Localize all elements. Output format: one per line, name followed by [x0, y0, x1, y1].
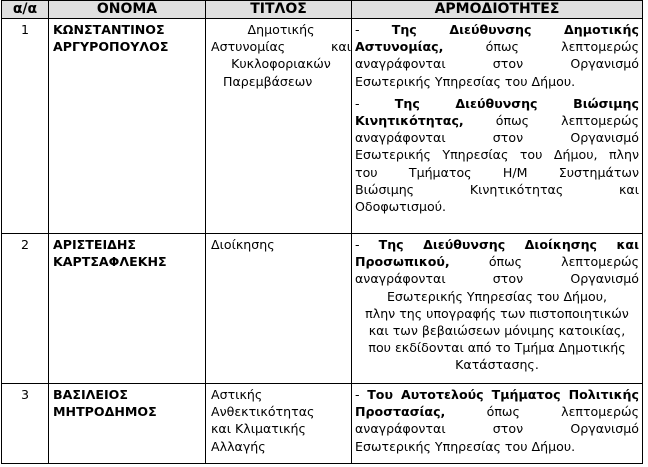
table-row	[2, 234, 643, 384]
duty-text: Εσωτερικής Υπηρεσίας του Δήμου.	[355, 438, 576, 454]
dash: -	[355, 387, 360, 402]
table-row	[2, 19, 643, 234]
duty-text: όπως λεπτομερώς	[486, 404, 639, 420]
header-name: ΟΝΟΜΑ	[49, 1, 206, 19]
name-line: ΜΗΤΡΟΔΗΜΟΣ	[53, 404, 157, 420]
header-num: α/α	[2, 1, 49, 19]
person-name	[49, 234, 206, 384]
duty-text: και των βεβαιώσεων μόνιμης κατοικίας,	[368, 323, 626, 339]
duty-item	[355, 95, 639, 215]
duty-bold: Της Διεύθυνσης Βιώσιμης	[394, 95, 639, 111]
duty-text: Εσωτερικής Υπηρεσίας του Δήμου,	[386, 288, 608, 304]
duty-text: που εκδίδονται από το Τμήμα Δημοτικής	[368, 340, 626, 356]
duty-text: Κατάστασης.	[455, 357, 539, 373]
duty-text: Βιώσιμης Κινητικότητας και	[355, 181, 639, 197]
duty-bold: Του Αυτοτελούς Τμήματος Πολιτικής	[367, 387, 639, 402]
document-page	[1, 0, 643, 464]
title-line: Κυκλοφοριακών	[231, 56, 331, 72]
dash: -	[355, 237, 360, 252]
duties-cell	[352, 19, 643, 234]
row-number: 1	[2, 19, 49, 234]
duty-text: Οδοφωτισμού.	[355, 199, 447, 215]
title-line: Ανθεκτικότητας	[211, 404, 315, 420]
title-line: Αλλαγής	[211, 438, 266, 454]
duty-bold: Αστυνομίας,	[355, 39, 444, 55]
duty-bold: Προστασίας,	[355, 404, 446, 420]
table-row	[2, 384, 643, 464]
person-title	[206, 234, 352, 384]
duties-table	[1, 0, 643, 464]
duty-text: αναγράφονται στον Οργανισμό	[355, 56, 639, 72]
duty-text: του Τμήματος Η/Μ Συστημάτων	[355, 164, 639, 180]
duty-text: Εσωτερικής Υπηρεσίας του Δήμου, πλην	[355, 147, 639, 163]
duty-text: πλην της υπογραφής των πιστοποιητικών	[365, 305, 629, 321]
duty-text: αναγράφονται στον Οργανισμό	[355, 271, 639, 287]
name-line: ΒΑΣΙΛΕΙΟΣ	[53, 387, 128, 402]
dash: -	[355, 22, 360, 37]
title-line: Δημοτικής	[247, 22, 315, 37]
duty-text: αναγράφονται στον Οργανισμό	[355, 421, 639, 437]
duties-cell	[352, 384, 643, 464]
title-line: Διοίκησης	[211, 237, 275, 252]
duty-text: όπως λεπτομερώς	[488, 254, 639, 270]
duty-item	[355, 236, 639, 374]
duty-bold: Κινητικότητας,	[355, 113, 464, 129]
name-line: ΑΡΙΣΤΕΙΔΗΣ	[53, 237, 137, 252]
header-title: ΤΙΤΛΟΣ	[206, 1, 352, 19]
name-line: ΚΑΡΤΣΑΦΛΕΚΗΣ	[53, 254, 167, 270]
title-line: Αστυνομίας και	[211, 39, 351, 55]
title-line: και Κλιματικής	[211, 421, 306, 437]
duty-text: Εσωτερικής Υπηρεσίας του Δήμου.	[355, 73, 576, 89]
duty-item	[355, 386, 639, 455]
person-title	[206, 19, 352, 234]
row-number: 2	[2, 234, 49, 384]
duty-text: όπως λεπτομερώς	[485, 39, 639, 55]
title-line: Παρεμβάσεων	[223, 73, 313, 89]
duty-bold: Της Διεύθυνσης Διοίκησης και	[378, 237, 639, 252]
name-line: ΚΩΝΣΤΑΝΤΙΝΟΣ	[53, 22, 165, 37]
duty-text: όπως λεπτομερώς	[495, 113, 639, 129]
row-number: 3	[2, 384, 49, 464]
person-title	[206, 384, 352, 464]
duty-bold: Προσωπικού,	[355, 254, 450, 270]
title-line: Αστικής	[211, 387, 263, 402]
duty-bold: Της Διεύθυνσης Δημοτικής	[391, 22, 639, 37]
header-duties: ΑΡΜΟΔΙΟΤΗΤΕΣ	[352, 1, 643, 19]
duties-cell	[352, 234, 643, 384]
name-line: ΑΡΓΥΡΟΠΟΥΛΟΣ	[53, 39, 169, 55]
duty-item	[355, 21, 639, 90]
person-name	[49, 384, 206, 464]
duty-text: αναγράφονται στον Οργανισμό	[355, 130, 639, 146]
dash: -	[355, 95, 360, 111]
header-row	[2, 1, 643, 19]
person-name	[49, 19, 206, 234]
